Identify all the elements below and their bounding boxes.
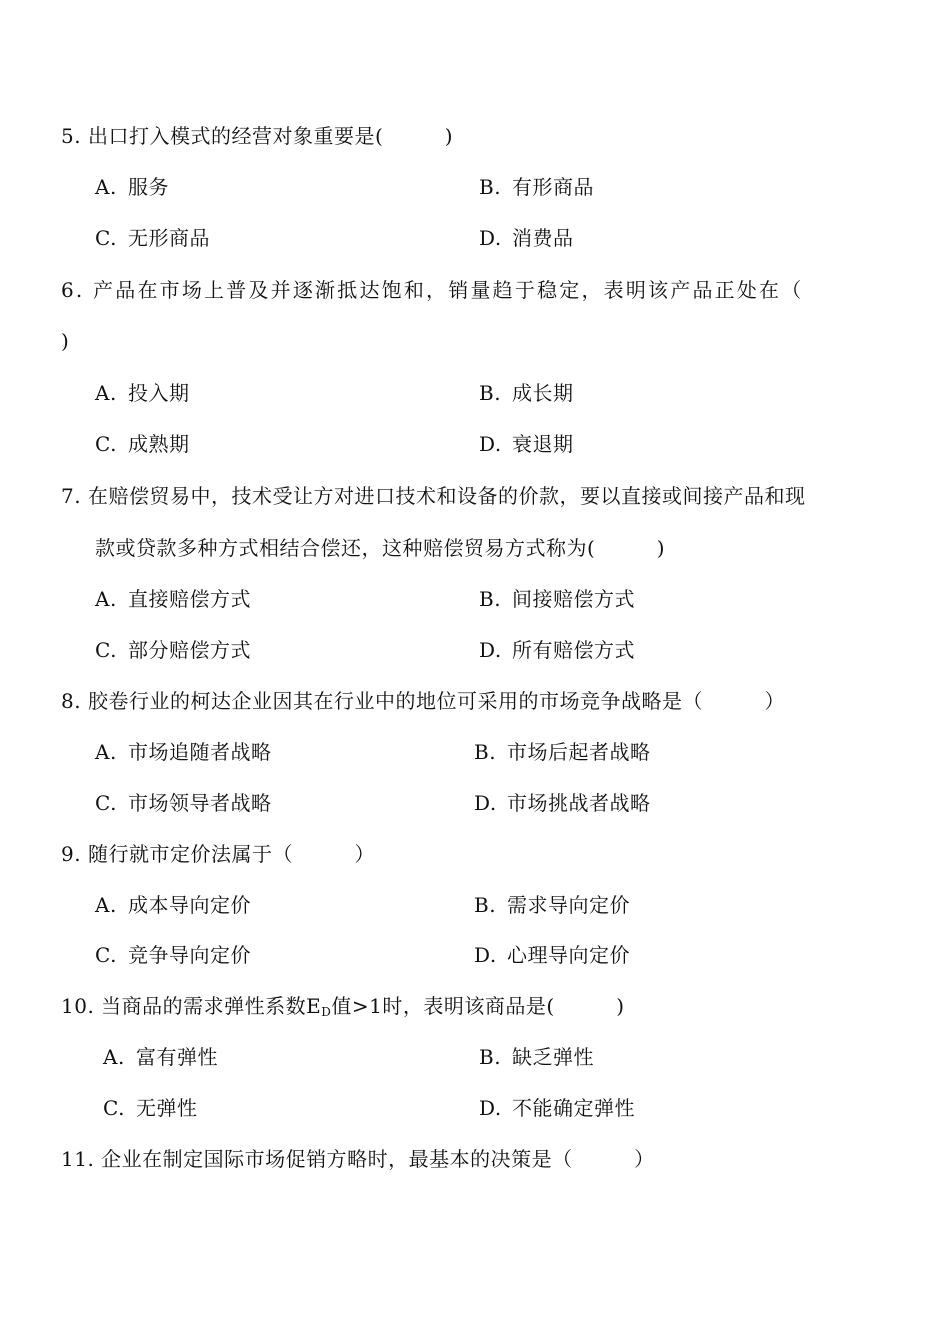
question-number: 10. [61, 994, 95, 1018]
question-text: 胶卷行业的柯达企业因其在行业中的地位可采用的市场竞争战略是（ ） [87, 689, 785, 713]
question-text: 在赔偿贸易中，技术受让方对进口技术和设备的价款，要以直接或间接产品和现 [87, 484, 806, 508]
option-a [95, 893, 251, 917]
option-letter: C. [95, 638, 117, 662]
option-text: 成熟期 [128, 432, 190, 456]
question-text-cont: 款或贷款多种方式相结合偿还，这种赔偿贸易方式称为( ) [95, 536, 666, 560]
subscript: D [321, 1005, 332, 1019]
option-b [474, 740, 651, 764]
option-letter: A. [95, 381, 117, 405]
option-a [95, 740, 272, 764]
option-letter: A. [95, 893, 117, 917]
option-letter: B. [479, 587, 502, 611]
question-text-after: 值>1时，表明该商品是( ) [331, 994, 625, 1018]
option-text: 衰退期 [512, 432, 574, 456]
option-d [479, 432, 574, 456]
option-letter: A. [103, 1045, 125, 1069]
question-text: 随行就市定价法属于（ ） [87, 842, 375, 866]
option-d [479, 638, 635, 662]
option-text: 竞争导向定价 [128, 943, 251, 967]
question-text: 企业在制定国际市场促销方略时，最基本的决策是（ ） [101, 1147, 655, 1171]
question-text: 产品在市场上普及并逐渐抵达饱和，销量趋于稳定，表明该产品正处在（ [93, 278, 804, 302]
option-letter: B. [474, 893, 497, 917]
question-text-before: 当商品的需求弹性系数E [101, 994, 322, 1018]
question-text: 出口打入模式的经营对象重要是( ) [87, 124, 454, 148]
question-text [101, 994, 624, 1018]
question-6 [61, 278, 803, 302]
option-c [95, 791, 272, 815]
option-letter: A. [95, 740, 117, 764]
question-6-continuation [61, 329, 69, 353]
option-a [95, 175, 169, 199]
option-c [95, 638, 251, 662]
option-text: 部分赔偿方式 [128, 638, 251, 662]
option-c [95, 432, 190, 456]
option-text: 有形商品 [512, 175, 594, 199]
option-text: 直接赔偿方式 [128, 587, 251, 611]
option-b [479, 1045, 594, 1069]
option-b [479, 381, 574, 405]
option-d [474, 791, 651, 815]
option-b [479, 587, 635, 611]
option-text: 市场追随者战略 [128, 740, 272, 764]
option-letter: D. [474, 943, 497, 967]
option-d [474, 943, 630, 967]
option-text: 服务 [128, 175, 169, 199]
option-d [479, 1096, 635, 1120]
option-letter: A. [95, 175, 117, 199]
question-9 [61, 842, 375, 866]
question-10 [61, 994, 625, 1024]
option-letter: D. [479, 226, 502, 250]
option-a [95, 381, 190, 405]
option-text: 消费品 [512, 226, 574, 250]
option-letter: D. [479, 1096, 502, 1120]
question-8 [61, 689, 785, 713]
option-letter: B. [479, 381, 502, 405]
option-text: 成长期 [512, 381, 574, 405]
option-text: 间接赔偿方式 [512, 587, 635, 611]
option-text: 富有弹性 [136, 1045, 218, 1069]
option-a [103, 1045, 218, 1069]
question-number: 11. [61, 1147, 95, 1171]
option-b [474, 893, 630, 917]
option-letter: B. [479, 1045, 502, 1069]
option-text: 需求导向定价 [507, 893, 630, 917]
option-text: 缺乏弹性 [512, 1045, 594, 1069]
option-text: 无形商品 [128, 226, 210, 250]
option-letter: D. [479, 638, 502, 662]
question-7-continuation [95, 536, 665, 560]
question-5 [61, 124, 453, 148]
option-letter: C. [103, 1096, 125, 1120]
option-letter: C. [95, 943, 117, 967]
option-d [479, 226, 574, 250]
option-letter: D. [479, 432, 502, 456]
option-text: 投入期 [128, 381, 190, 405]
question-7 [61, 484, 805, 508]
option-text: 所有赔偿方式 [512, 638, 635, 662]
question-number: 7. [61, 484, 82, 508]
option-letter: B. [474, 740, 497, 764]
question-number: 6. [61, 278, 85, 302]
option-text: 心理导向定价 [507, 943, 630, 967]
option-letter: D. [474, 791, 497, 815]
option-text: 无弹性 [136, 1096, 198, 1120]
option-c [95, 943, 251, 967]
option-text: 成本导向定价 [128, 893, 251, 917]
option-text: 市场挑战者战略 [507, 791, 651, 815]
question-number: 5. [61, 124, 82, 148]
option-b [479, 175, 594, 199]
option-c [95, 226, 210, 250]
option-letter: C. [95, 791, 117, 815]
question-number: 9. [61, 842, 82, 866]
option-letter: A. [95, 587, 117, 611]
question-text-cont: ) [61, 329, 70, 353]
option-c [103, 1096, 198, 1120]
question-11 [61, 1147, 655, 1171]
option-text: 市场后起者战略 [507, 740, 651, 764]
option-text: 不能确定弹性 [512, 1096, 635, 1120]
option-a [95, 587, 251, 611]
option-letter: C. [95, 432, 117, 456]
question-number: 8. [61, 689, 82, 713]
option-text: 市场领导者战略 [128, 791, 272, 815]
option-letter: B. [479, 175, 502, 199]
option-letter: C. [95, 226, 117, 250]
